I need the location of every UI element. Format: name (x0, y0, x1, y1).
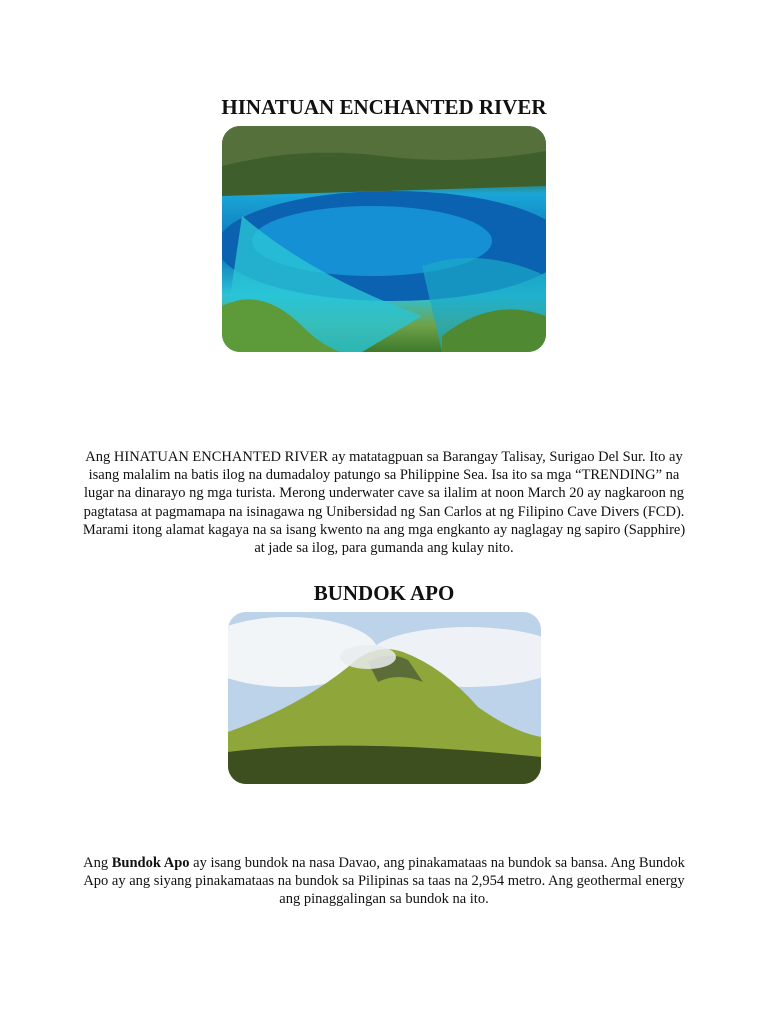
apo-paragraph (80, 854, 688, 909)
river-illustration (222, 126, 546, 352)
section-title-hinatuan: HINATUAN ENCHANTED RIVER (221, 95, 547, 119)
bundok-apo-photo (228, 612, 541, 784)
mountain-illustration (228, 612, 541, 784)
section-title-apo: BUNDOK APO (313, 581, 455, 605)
apo-intro: Ang (83, 855, 112, 871)
apo-bold-term: Bundok Apo (111, 855, 190, 871)
hinatuan-paragraph: Ang HINATUAN ENCHANTED RIVER ay matatagpuan sa Barangay Talisay, Surigao Del Sur. Ito ay isang malalim na batis ilog na dumadaloy patungo sa Philippine Sea. Isa ito sa mga “TRENDING” na lugar na dinarayo ng mga turista. Merong underwater cave sa ilalim at noon March 20 ay nagkaroon ng pagtatasa at pagmamapa na isinagawa ng Unibersidad ng San Carlos at ng Filipino Cave Divers (FCD). Marami itong alamat kagaya na sa isang kwento na ang mga engkanto ay naglagay ng sapiro (Sapphire) at jade sa ilog, para gumanda ang kulay nito. (82, 449, 686, 557)
apo-paragraph-rest: ay isang bundok na nasa Davao, ang pinakamataas na bundok sa bansa. Ang Bundok Apo ay ang siyang pinakamataas na bundok sa Pilipinas sa taas na 2,954 metro. Ang geothermal energy ang pinaggalingan sa bundok na ito. (83, 855, 685, 908)
hinatuan-river-photo (222, 126, 546, 352)
